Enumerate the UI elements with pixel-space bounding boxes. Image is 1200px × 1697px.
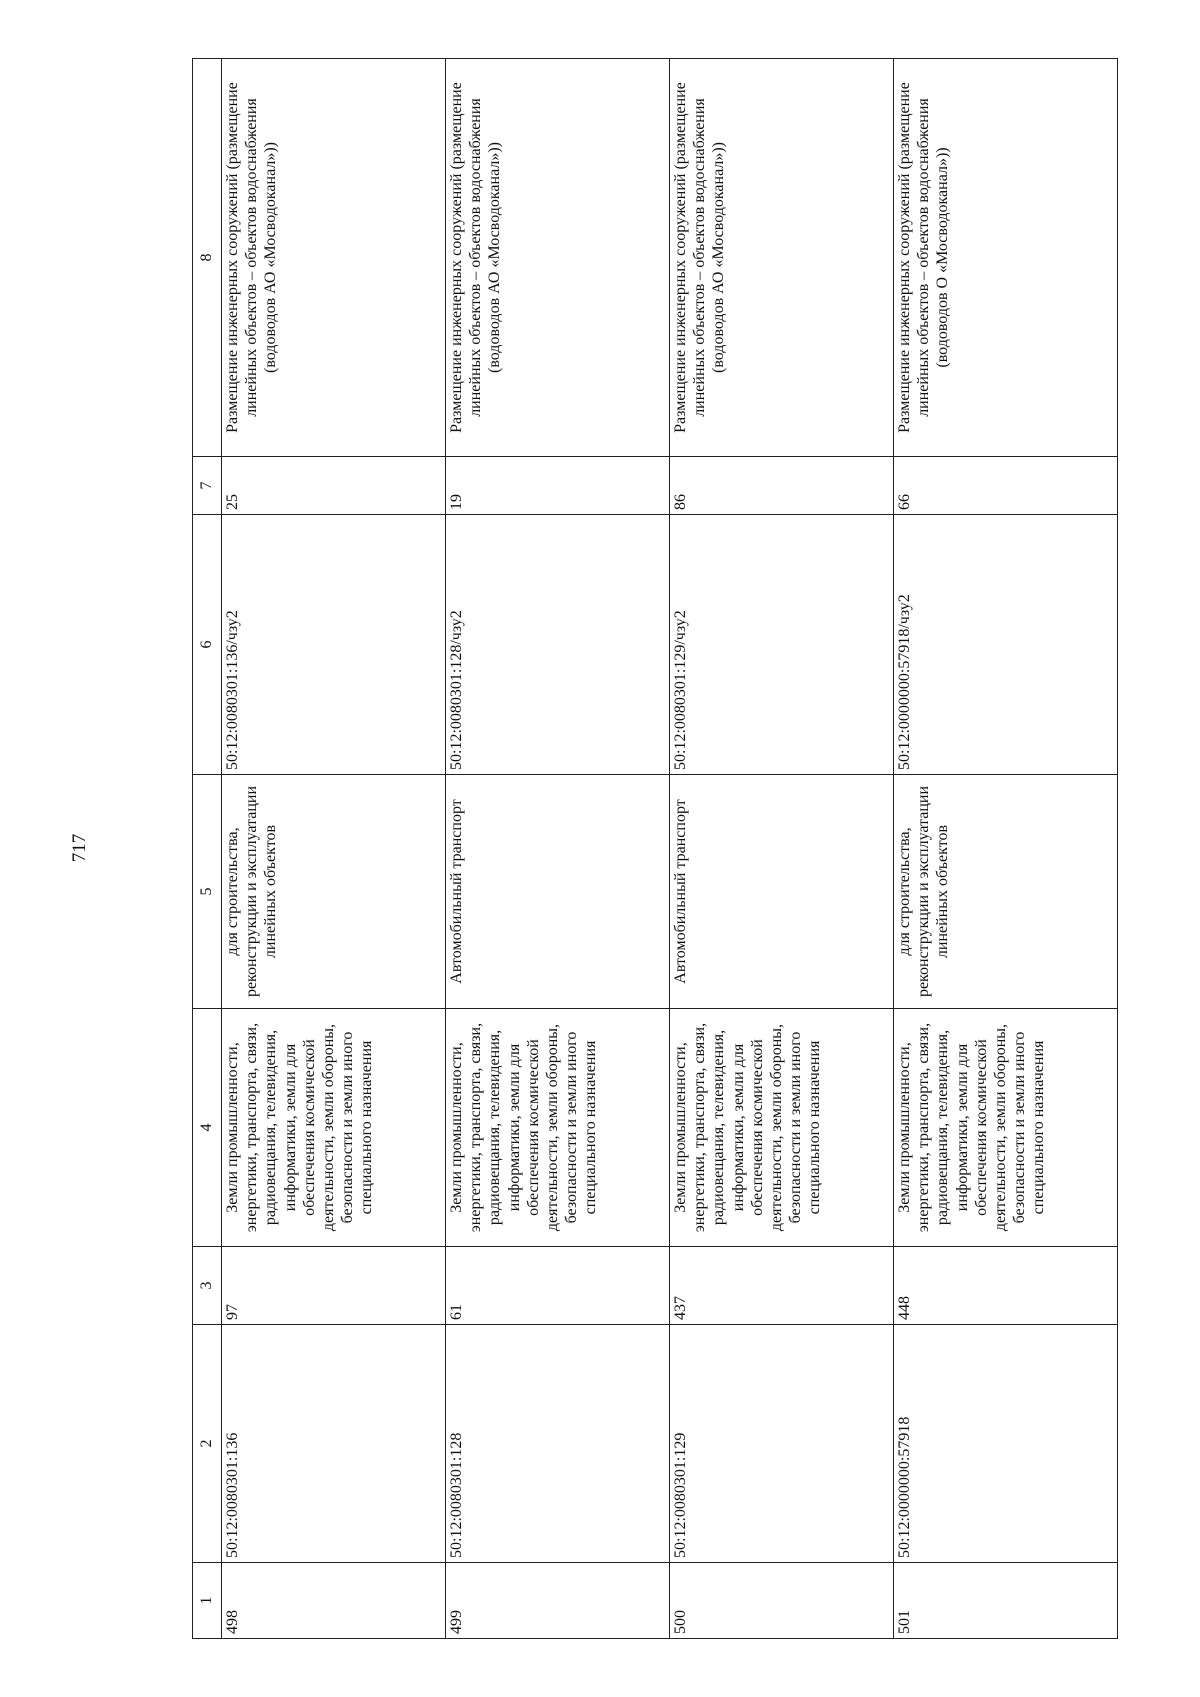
page-number: 717: [69, 833, 90, 863]
row-number: 499: [446, 1563, 670, 1639]
easement-purpose: Размещение инженерных сооружений (размещение линейных объектов – объектов водоснабжения (водоводов О «Мосводоканал»)): [894, 59, 1118, 457]
table-row: [894, 59, 1118, 1639]
easement-purpose: Размещение инженерных сооружений (размещение линейных объектов – объектов водоснабжения (водоводов АО «Мосводоканал»)): [446, 59, 670, 457]
plot-part-number: 50:12:0080301:129/чзу2: [670, 515, 894, 775]
plot-part-area: 25: [222, 457, 446, 515]
land-plots-table-container: [192, 59, 1114, 1639]
row-number: 501: [894, 1563, 1118, 1639]
cadastral-number: 50:12:0080301:129: [670, 1325, 894, 1563]
column-header: 2: [193, 1325, 222, 1563]
plot-part-number: 50:12:0080301:128/чзу2: [446, 515, 670, 775]
row-number: 500: [670, 1563, 894, 1639]
land-category: Земли промышленности, энергетики, транспорта, связи, радиовещания, телевидения, информатики, земли для обеспечения космической деятельности, земли обороны, безопасности и земли иного специального назначения: [222, 1009, 446, 1247]
permitted-use: Автомобильный транспорт: [670, 775, 894, 1009]
table-row: [446, 59, 670, 1639]
table-row: [222, 59, 446, 1639]
row-number: 498: [222, 1563, 446, 1639]
column-header: 1: [193, 1563, 222, 1639]
column-header: 4: [193, 1009, 222, 1247]
column-number-header-row: [193, 59, 222, 1639]
column-header: 5: [193, 775, 222, 1009]
column-header: 7: [193, 457, 222, 515]
plot-area: 437: [670, 1247, 894, 1325]
plot-part-area: 19: [446, 457, 670, 515]
column-header: 3: [193, 1247, 222, 1325]
table-row: [670, 59, 894, 1639]
plot-area: 61: [446, 1247, 670, 1325]
plot-part-number: 50:12:0080301:136/чзу2: [222, 515, 446, 775]
cadastral-number: 50:12:0080301:136: [222, 1325, 446, 1563]
land-category: Земли промышленности, энергетики, транспорта, связи, радиовещания, телевидения, информатики, земли для обеспечения космической деятельности, земли обороны, безопасности и земли иного специального назначения: [670, 1009, 894, 1247]
column-header: 8: [193, 59, 222, 457]
plot-area: 448: [894, 1247, 1118, 1325]
plot-part-area: 86: [670, 457, 894, 515]
cadastral-number: 50:12:0080301:128: [446, 1325, 670, 1563]
column-header: 6: [193, 515, 222, 775]
permitted-use: для строительства, реконструкции и эксплуатации линейных объектов: [222, 775, 446, 1009]
plot-part-area: 66: [894, 457, 1118, 515]
land-category: Земли промышленности, энергетики, транспорта, связи, радиовещания, телевидения, информатики, земли для обеспечения космической деятельности, земли обороны, безопасности и земли иного специального назначения: [894, 1009, 1118, 1247]
plot-part-number: 50:12:0000000:57918/чзу2: [894, 515, 1118, 775]
permitted-use: Автомобильный транспорт: [446, 775, 670, 1009]
permitted-use: для строительства, реконструкции и эксплуатации линейных объектов: [894, 775, 1118, 1009]
easement-purpose: Размещение инженерных сооружений (размещение линейных объектов – объектов водоснабжения (водоводов АО «Мосводоканал»)): [222, 59, 446, 457]
cadastral-number: 50:12:0000000:57918: [894, 1325, 1118, 1563]
plot-area: 97: [222, 1247, 446, 1325]
land-category: Земли промышленности, энергетики, транспорта, связи, радиовещания, телевидения, информатики, земли для обеспечения космической деятельности, земли обороны, безопасности и земли иного специального назначения: [446, 1009, 670, 1247]
land-plots-table: [192, 58, 1118, 1639]
easement-purpose: Размещение инженерных сооружений (размещение линейных объектов – объектов водоснабжения (водоводов АО «Мосводоканал»)): [670, 59, 894, 457]
